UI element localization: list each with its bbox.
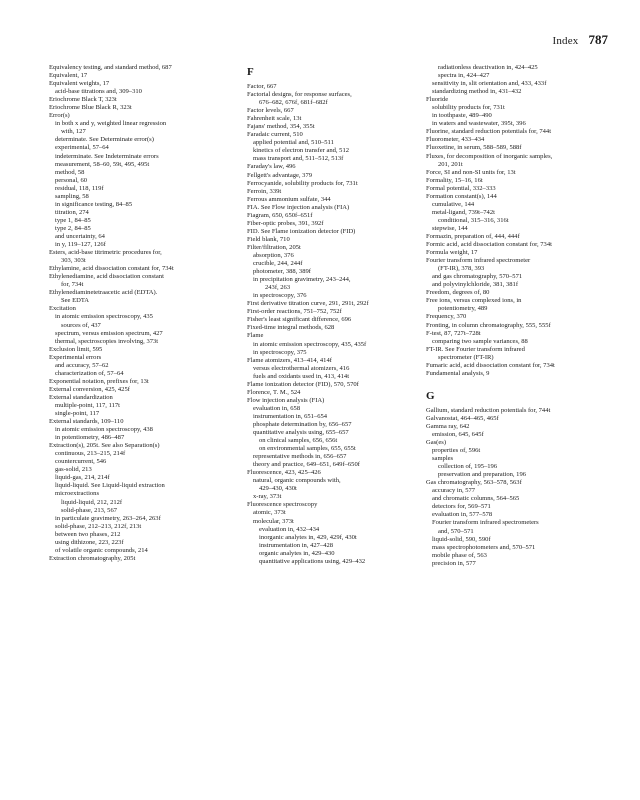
index-entry: atomic, 373t	[253, 509, 286, 517]
index-entry: Equivalency testing, and standard method, 687	[49, 64, 172, 71]
index-entry: Extraction chromatography, 205t	[49, 554, 136, 562]
index-entry: gas-solid, 213	[55, 466, 92, 474]
index-entry: continuous, 213–215, 214f	[55, 450, 126, 458]
index-entry: instrumentation in, 427–428	[259, 541, 334, 549]
index-entry: Fellgett's advantage, 379	[247, 171, 312, 179]
index-entry: Formazin, preparation of, 444, 444f	[426, 232, 520, 240]
index-entry: type 2, 84–85	[55, 224, 91, 232]
index-entry: Ferroin, 339t	[247, 187, 282, 195]
index-entry: quantitative applications using, 429–432	[259, 557, 366, 565]
index-entry: mass spectrophotometers and, 570–571	[432, 543, 536, 551]
running-head: Index	[552, 35, 579, 47]
index-entry: Eriochrome Blue Black R, 323t	[49, 104, 132, 112]
index-entry: External conversion, 425, 425f	[49, 385, 130, 393]
index-entry: Force, SI and non-SI units for, 13t	[426, 168, 516, 176]
index-entry: Equivalent weights, 17	[49, 80, 110, 88]
index-entry: Filter/filtration, 205t	[247, 243, 301, 251]
index-entry: x-ray, 373t	[253, 493, 282, 501]
index-entry: quantitative analysis using, 655–657	[253, 429, 349, 437]
index-entry: Fluoride	[426, 96, 449, 104]
index-entry: Formula weight, 17	[426, 249, 478, 257]
index-entry: potentiometry, 489	[438, 305, 488, 313]
index-entry: cumulative, 144	[432, 200, 475, 208]
index-entry: in toothpaste, 489–490	[432, 112, 492, 120]
index-entry: between two phases, 212	[55, 530, 121, 538]
index-entry: External standardization	[49, 393, 113, 401]
index-entry: Fourier transform infrared spectrometer	[426, 257, 531, 265]
index-entry: First-order reactions, 751–752, 752f	[247, 308, 342, 316]
index-entry: sources of, 437	[61, 321, 101, 329]
index-entry: on clinical samples, 656, 656t	[259, 437, 338, 445]
index-entry: in potentiometry, 486–487	[55, 434, 125, 442]
index-entries-g	[426, 407, 611, 568]
index-entry: Ethylamine, acid dissociation constant for, 734t	[49, 265, 174, 273]
index-entry: Faraday's law, 496	[247, 163, 296, 171]
index-column-3	[426, 64, 611, 568]
index-entry: liquid-liquid, 212, 212f	[61, 498, 123, 506]
index-entry: Fiagram, 650, 650f–651f	[247, 211, 313, 219]
index-entry: Faradaic current, 510	[247, 131, 303, 139]
index-entry: accuracy in, 577	[432, 487, 476, 495]
index-entry: thermal, spectroscopies involving, 373t	[55, 337, 159, 345]
index-entry: single-point, 117	[55, 410, 100, 418]
index-entry: Fiber-optic probes, 391, 392f	[247, 219, 324, 227]
index-entry: sensitivity in, slit orientation and, 433, 433f	[432, 80, 547, 88]
index-entry: FIA. See Flow injection analysis (FIA)	[247, 203, 350, 211]
index-entry: inorganic analytes in, 429, 429f, 430t	[259, 533, 357, 541]
index-entry: evaluation in, 658	[253, 404, 301, 412]
index-entry: 243f, 263	[265, 284, 291, 292]
index-entry: standardizing method in, 431–432	[432, 88, 522, 96]
index-entry: photometer, 388, 389f	[253, 268, 311, 276]
index-entry: Gas chromatography, 563–578, 563f	[426, 479, 522, 487]
index-entry: kinetics of electron transfer and, 512	[253, 147, 349, 155]
index-entry: precision in, 577	[432, 559, 476, 567]
index-entry: Field blank, 710	[247, 235, 290, 243]
index-entry: solid-phase, 212–213, 212f, 213t	[55, 522, 142, 530]
index-entry: Eriochrome Black T, 323t	[49, 96, 117, 104]
index-entry: FT-IR. See Fourier transform infrared	[426, 345, 525, 353]
index-entry: in spectroscopy, 376	[253, 292, 307, 300]
index-entry: and gas chromatography, 570–571	[432, 273, 523, 281]
index-entry: fuels and oxidants used in, 413, 414t	[253, 372, 350, 380]
index-entry: Excitation	[49, 305, 76, 313]
index-entry: Exponential notation, prefixes for, 13t	[49, 377, 149, 385]
index-entry: Florence, T. M., 524	[247, 388, 301, 396]
index-entry: in significance testing, 84–85	[55, 200, 133, 208]
index-entry: Fisher's least significant difference, 696	[247, 316, 352, 324]
index-entry: solubility products for, 731t	[432, 104, 505, 112]
index-entry: Flow injection analysis (FIA)	[247, 396, 325, 404]
index-entry: Ferrous ammonium sulfate, 344	[247, 195, 331, 203]
index-entry: preservation and preparation, 196	[438, 471, 526, 479]
index-entry: of volatile organic compounds, 214	[55, 546, 148, 554]
index-entry: in both x and y, weighted linear regression	[55, 120, 167, 128]
index-entry: collection of, 195–196	[438, 463, 498, 471]
page-header	[552, 32, 608, 48]
index-entry: titration, 274	[55, 208, 89, 216]
index-entry: in precipitation gravimetry, 243–244,	[253, 276, 351, 284]
index-entry: 201, 201t	[438, 160, 463, 168]
index-entry: personal, 60	[55, 176, 87, 184]
index-entry: Free ions, versus complexed ions, in	[426, 297, 522, 305]
index-entry: Ethylenediaminetetraacetic acid (EDTA).	[49, 289, 158, 297]
index-entry: liquid-solid, 590, 590f	[432, 535, 491, 543]
index-entry: spectrometer (FT-IR)	[438, 353, 494, 361]
index-entry: Extraction(s), 205t. See also Separation(s)	[49, 442, 160, 450]
index-entry: spectrum, versus emission spectrum, 427	[55, 329, 163, 337]
index-entry: method, 58	[55, 168, 85, 176]
index-entry: acid-base titrations and, 309–310	[55, 88, 142, 96]
index-entry: stepwise, 144	[432, 224, 468, 232]
index-entry: in particulate gravimetry, 263–264, 263f	[55, 514, 161, 522]
index-entry: mobile phase of, 563	[432, 551, 487, 559]
index-entry: Fahrenheit scale, 13t	[247, 115, 302, 123]
index-entry: in atomic emission spectroscopy, 435	[55, 313, 153, 321]
index-entry: Fluorometer, 433–434	[426, 136, 485, 144]
index-entry: Esters, acid-base titrimetric procedures for,	[49, 249, 162, 257]
index-entry: Gallium, standard reduction potentials for, 744t	[426, 406, 551, 414]
index-entry: External standards, 109–110	[49, 418, 124, 426]
index-entry: (FT-IR), 378, 393	[438, 265, 485, 273]
index-entry: with, 127	[61, 128, 86, 136]
index-entry: liquid-gas, 214, 214f	[55, 474, 110, 482]
index-entry: comparing two sample variances, 88	[432, 337, 528, 345]
index-entry: FID. See Flame ionization detector (FID)	[247, 227, 356, 235]
index-entry: See EDTA	[61, 297, 90, 305]
index-column-1	[49, 64, 234, 563]
index-entry: emission, 645, 645f	[432, 430, 484, 438]
index-entry: Fluorine, standard reduction potentials for, 744t	[426, 128, 552, 136]
index-entry: radiationless deactivation in, 424–425	[438, 64, 538, 71]
index-entry: and accuracy, 57–62	[55, 361, 109, 369]
index-entry: samples	[432, 455, 454, 463]
index-entry: natural, organic compounds with,	[253, 477, 341, 485]
index-entry: theory and practice, 649–651, 649f–650f	[253, 461, 360, 469]
index-entry: in spectroscopy, 375	[253, 348, 307, 356]
index-entry: organic analytes in, 429–430	[259, 549, 335, 557]
index-entry: 429–430, 430t	[259, 485, 297, 493]
index-entry: and chromatic columns, 564–565	[432, 495, 520, 503]
index-entry: mass transport and, 511–512, 513f	[253, 155, 344, 163]
index-entry: Formality, 15–16, 16t	[426, 176, 483, 184]
index-entry: and polyvinylchloride, 381, 381f	[432, 281, 519, 289]
index-entry: Gamma ray, 642	[426, 422, 470, 430]
index-entry: Formation constant(s), 144	[426, 192, 497, 200]
index-entry: Experimental errors	[49, 353, 102, 361]
index-entry: evaluation in, 432–434	[259, 525, 320, 533]
index-entry: Flame ionization detector (FID), 570, 570f	[247, 380, 359, 388]
index-entry: indeterminate. See Indeterminate errors	[55, 152, 159, 160]
index-entry: for, 734t	[61, 281, 84, 289]
index-entry: sampling, 58	[55, 192, 89, 200]
index-entry: residual, 118, 119f	[55, 184, 104, 192]
index-entry: properties of, 596t	[432, 447, 481, 455]
index-entry: Fronting, in column chromatography, 555, 555f	[426, 321, 551, 329]
index-entry: evaluation in, 577–578	[432, 511, 493, 519]
index-entry: Galvanostat, 464–465, 465f	[426, 414, 499, 422]
index-entry: absorption, 376	[253, 251, 294, 259]
index-entry: crucible, 244, 244f	[253, 260, 303, 268]
index-entry: Formic acid, acid dissociation constant for, 734t	[426, 241, 552, 249]
index-entry: Fluorescence, 423, 425–426	[247, 469, 321, 477]
index-entry: using dithizone, 223, 223f	[55, 538, 124, 546]
index-entry: Fluorescence spectroscopy	[247, 501, 318, 509]
index-entries-f	[247, 83, 432, 566]
index-entry: experimental, 57–64	[55, 144, 109, 152]
index-entries-f-cont	[426, 64, 611, 378]
index-entry: 303, 303t	[61, 257, 86, 265]
index-entry: liquid-liquid. See Liquid-liquid extraction	[55, 482, 165, 490]
index-entry: versus electrothermal atomizers, 416	[253, 364, 350, 372]
index-entry: in y, 119–127, 126f	[55, 241, 106, 249]
index-entry: First derivative titration curve, 291, 291t, 292f	[247, 300, 369, 308]
index-entry: metal-ligand, 739t–742t	[432, 208, 495, 216]
index-entry: F-test, 87, 727t–728t	[426, 329, 481, 337]
index-entry: Fluxes, for decomposition of inorganic samples,	[426, 152, 553, 160]
index-entry: Error(s)	[49, 112, 70, 120]
index-entry: instrumentation in, 651–654	[253, 412, 328, 420]
index-entry: Fundamental analysis, 9	[426, 369, 490, 377]
index-entry: Fumaric acid, acid dissociation constant for, 734t	[426, 361, 555, 369]
index-entry: Fluoxetine, in serum, 588–589, 588f	[426, 144, 522, 152]
index-column-2	[247, 64, 432, 566]
index-entry: multiple-point, 117, 117t	[55, 401, 120, 409]
index-entry: characterization of, 57–64	[55, 369, 124, 377]
index-entry: microextractions	[55, 490, 99, 498]
section-heading-g: G	[426, 389, 435, 402]
index-entry: in waters and wastewater, 395t, 396	[432, 120, 526, 128]
index-entry: conditional, 315–316, 316t	[438, 216, 509, 224]
index-entry: Fajans' method, 354, 355t	[247, 123, 315, 131]
index-entry: Ethylenediamine, acid dissociation constant	[49, 273, 164, 281]
index-entry: measurement, 58–60, 59t, 495, 495t	[55, 160, 150, 168]
index-entry: Exclusion limit, 595	[49, 345, 103, 353]
index-entry: Ferrocyanide, solubility products for, 731t	[247, 179, 358, 187]
index-entry: Fixed-time integral methods, 628	[247, 324, 335, 332]
index-entry: Frequency, 370	[426, 313, 467, 321]
index-entry: spectra in, 424–427	[438, 72, 490, 80]
index-entry: Flame	[247, 332, 264, 340]
index-entry: in atomic emission spectroscopy, 438	[55, 426, 153, 434]
index-entry: in atomic emission spectroscopy, 435, 435f	[253, 340, 367, 348]
index-entry: solid-phase, 213, 567	[61, 506, 118, 514]
index-entry: Gas(es)	[426, 439, 446, 447]
index-entry: detectors for, 569–571	[432, 503, 491, 511]
index-entry: 676–682, 676f, 681f–682f	[259, 99, 328, 107]
section-heading-f: F	[247, 66, 254, 78]
index-entry: and uncertainty, 64	[55, 232, 105, 240]
index-entry: on environmental samples, 655, 655t	[259, 445, 356, 453]
index-entry: determinate. See Determinate error(s)	[55, 136, 154, 144]
index-entry: Factor levels, 667	[247, 107, 294, 115]
index-entry: Factor, 667	[247, 83, 277, 90]
index-entry: applied potential and, 510–511	[253, 139, 334, 147]
index-entry: Factorial designs, for response surfaces,	[247, 91, 352, 99]
index-entry: phosphate determination by, 656–657	[253, 420, 352, 428]
index-entry: Formal potential, 332–333	[426, 184, 496, 192]
index-entry: Freedom, degrees of, 80	[426, 289, 490, 297]
page-number: 787	[588, 32, 608, 47]
index-entry: Flame atomizers, 413–414, 414f	[247, 356, 332, 364]
index-entry: countercurrent, 546	[55, 458, 107, 466]
index-entry: molecular, 373t	[253, 517, 294, 525]
index-entry: Fourier transform infrared spectrometers	[432, 519, 539, 527]
index-entry: type 1, 84–85	[55, 216, 91, 224]
index-entry: representative methods in, 656–657	[253, 453, 347, 461]
index-entry: Equivalent, 17	[49, 72, 88, 80]
index-entry: and, 570–571	[438, 527, 474, 535]
